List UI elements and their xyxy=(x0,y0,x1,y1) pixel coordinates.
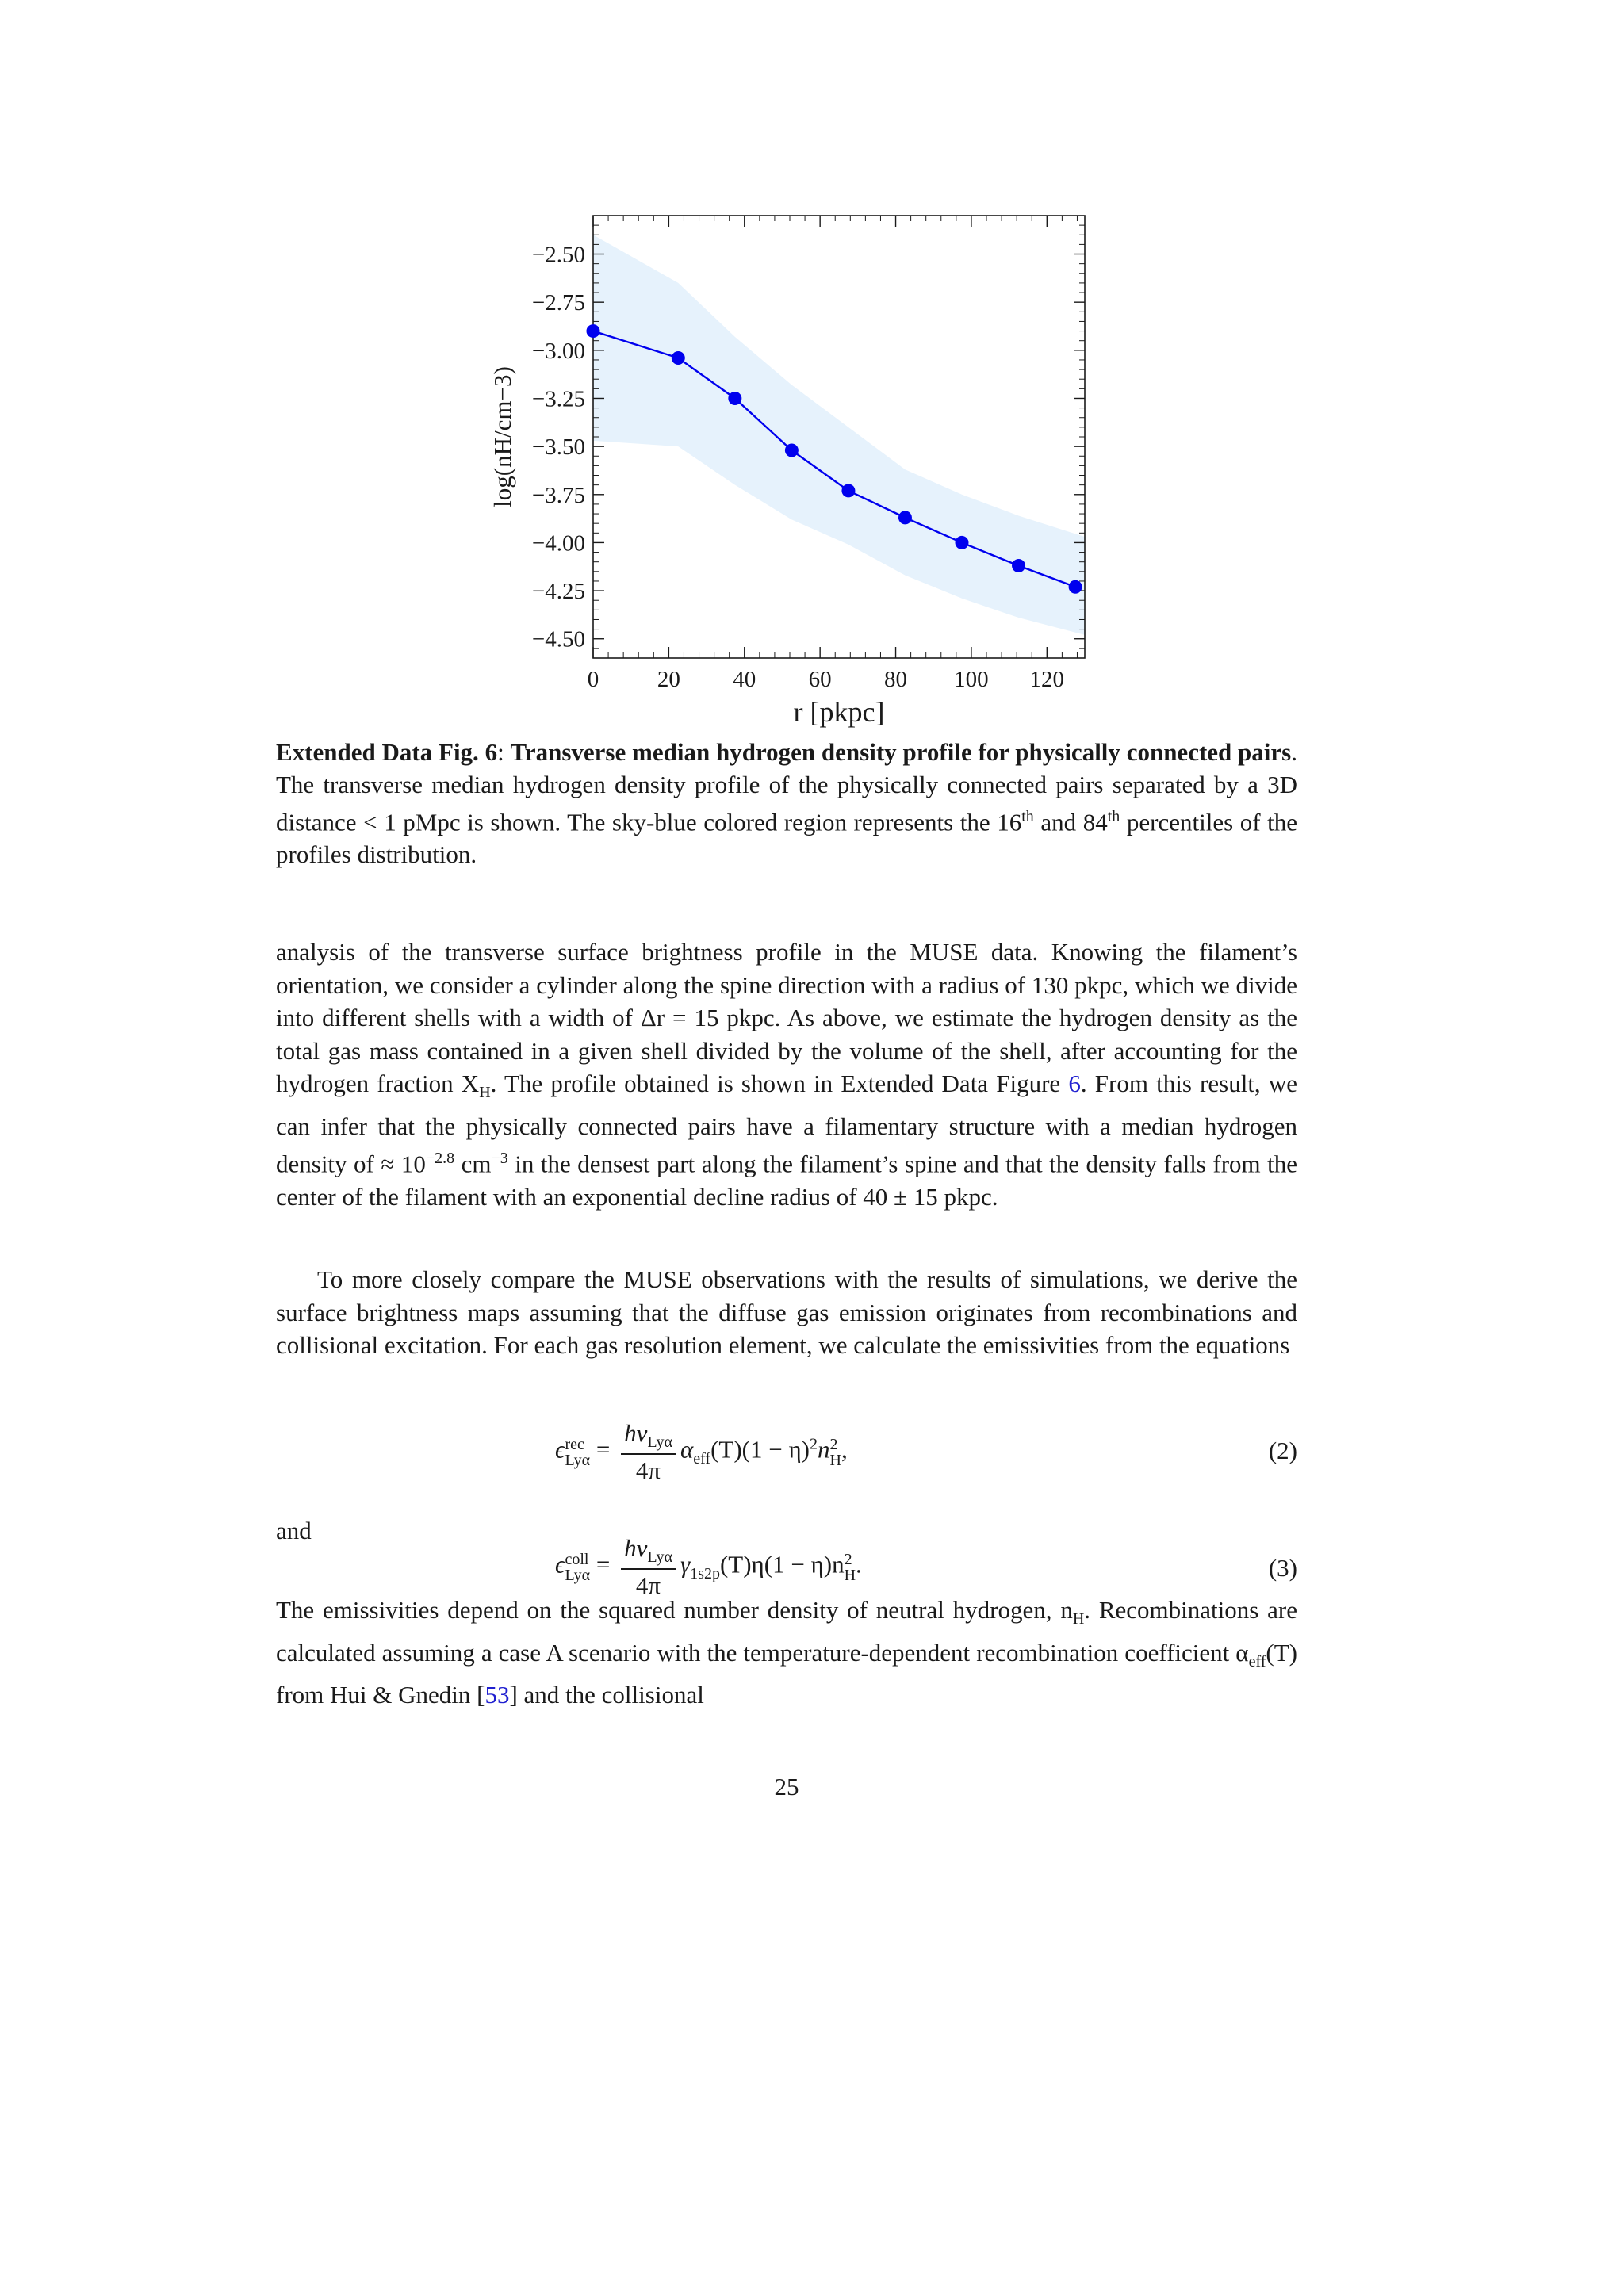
eq2-lhs-sub: Lyα xyxy=(565,1451,591,1469)
x-tick-label: 40 xyxy=(733,667,756,692)
figure-caption: Extended Data Fig. 6: Transverse median hydrogen density profile for physically connected pairs. The transverse median hydrogen density profile of the physically connected pairs separated by a 3D distance < 1 pMpc is shown. The sky-blue colored region represents the 16th and 84th percentiles of the profiles distribution. xyxy=(276,738,1297,869)
p3-b: . Recombinations are calculated assuming a case A scenario with the temperature-dependent recombination coefficient α xyxy=(276,1596,1297,1667)
y-tick-label: −4.50 xyxy=(531,626,585,652)
eq2-den: 4π xyxy=(635,1456,661,1485)
y-tick-label: −2.75 xyxy=(531,290,585,316)
eq2-line: ϵ rec Lyα = $\frac{h\nu_{Ly\alpha}}{4\pi}$ $\alpha_{eff}(T)(1 - \eta)^2n$ 2 H , xyxy=(555,1419,848,1485)
eq3-den: 4π xyxy=(635,1571,661,1600)
eq3-end: . xyxy=(856,1550,862,1578)
figure-ref-link[interactable]: 6 xyxy=(1068,1070,1081,1097)
eq2-rhs: α xyxy=(680,1435,694,1464)
p3-a: The emissivities depend on the squared number density of neutral hydrogen, n xyxy=(276,1596,1073,1624)
median-profile-point xyxy=(956,536,969,549)
y-axis-label: log(nH/cm−3) xyxy=(488,366,516,507)
y-tick-label: −3.25 xyxy=(531,386,585,412)
eq3-rhs-sub2: H xyxy=(844,1566,856,1584)
p1-sub: H xyxy=(479,1084,491,1102)
caption-text-a: . The transverse median hydrogen density profile of the physically connected pairs separated by a 3D distance < 1 pMpc is shown. The sky-blue colored region represents the 16 xyxy=(276,738,1297,836)
median-profile-point xyxy=(1069,580,1082,594)
eq2-rhs-sup: 2 xyxy=(810,1435,818,1453)
eq3-rhs-b: (T)η(1 − η)n xyxy=(719,1550,845,1578)
density-profile-chart xyxy=(444,198,1126,737)
y-tick-label: −4.00 xyxy=(531,530,585,557)
median-profile-point xyxy=(785,443,799,457)
eq3-rhs: γ xyxy=(680,1550,691,1578)
eq2-fraction xyxy=(621,1419,676,1485)
median-profile-point xyxy=(898,511,912,524)
eq2-rhs-sub: eff xyxy=(693,1449,711,1468)
eq2-rhs-b: (T)(1 − η) xyxy=(710,1435,810,1464)
x-tick-label: 60 xyxy=(808,667,832,692)
eq2-end: , xyxy=(841,1435,848,1464)
eq3-rhs-sup2: 2 xyxy=(844,1550,852,1568)
p3-d: ] and the collisional xyxy=(509,1681,704,1709)
caption-label: Extended Data Fig. 6 xyxy=(276,738,498,766)
x-tick-label: 100 xyxy=(954,667,989,692)
eq3-num-sub: Lyα xyxy=(647,1548,672,1567)
percentile-band xyxy=(593,235,1085,635)
p1-exp1: −2.8 xyxy=(425,1150,455,1168)
equation-2 xyxy=(555,1419,1110,1490)
x-tick-label: 120 xyxy=(1029,667,1065,692)
caption-text-c: percentiles of the profiles distribution. xyxy=(276,808,1297,869)
eq3-rhs-sub: 1s2p xyxy=(690,1564,720,1582)
eq2-num: hν xyxy=(624,1419,648,1447)
median-profile-point xyxy=(841,484,855,497)
y-tick-label: −3.50 xyxy=(531,434,585,461)
p3-sub-b: eff xyxy=(1248,1652,1266,1670)
p1-a: analysis of the transverse surface brightness profile in the MUSE data. Knowing the filament’s orientation, we consider a cylinder along the spine direction with a radius of 130 pkpc, which we divide into different shells with a width of Δr = 15 pkpc. As above, we estimate the hydrogen density as the total gas mass contained in a given shell divided by the volume of the shell, after accounting for the hydrogen fraction X xyxy=(276,938,1297,1097)
eq3-line: ϵ coll Lyα = $\frac{h\nu_{Ly\alpha}}{4\pi}$ $\gamma_{1s2p}(T)\eta(1 - \eta)n$ 2 H . xyxy=(555,1534,862,1600)
y-tick-label: −3.75 xyxy=(531,482,585,508)
p3-sub-a: H xyxy=(1072,1610,1085,1628)
x-axis-label: r [pkpc] xyxy=(793,696,885,728)
equation-2-number: (2) xyxy=(1268,1437,1297,1464)
x-tick-label: 20 xyxy=(657,667,680,692)
p3-c: (T) from Hui & Gnedin [ xyxy=(276,1638,1297,1709)
eq2-lhs-sup: rec xyxy=(565,1435,584,1453)
equation-3-number: (3) xyxy=(1268,1554,1297,1582)
eq3-lhs-sup: coll xyxy=(565,1550,589,1568)
eq2-rhs-sup2: 2 xyxy=(829,1435,838,1453)
median-profile-point xyxy=(1012,559,1025,572)
p1-c: . From this result, we can infer that the physically connected pairs have a filamentary structure with a median hydrogen density of ≈ 10 xyxy=(276,1070,1297,1178)
density-profile-figure xyxy=(444,198,1126,737)
caption-title: Transverse median hydrogen density profile for physically connected pairs xyxy=(510,738,1292,766)
paragraph-3 xyxy=(276,1594,1297,1712)
paragraph-1 xyxy=(276,936,1297,1214)
caption-text-b: and 84 xyxy=(1033,808,1108,836)
eq3-fraction xyxy=(621,1534,676,1600)
eq3-lhs-sub: Lyα xyxy=(565,1566,591,1584)
eq2-rhs-c: n xyxy=(818,1435,830,1464)
y-tick-label: −3.00 xyxy=(531,338,585,364)
eq3-num: hν xyxy=(624,1534,648,1562)
y-tick-label: −2.50 xyxy=(531,242,585,268)
x-tick-label: 0 xyxy=(587,667,599,692)
p1-exp2: −3 xyxy=(491,1150,508,1168)
eq2-num-sub: Lyα xyxy=(647,1433,672,1452)
and-word: and xyxy=(276,1517,312,1544)
paragraph-2: To more closely compare the MUSE observations with the results of simulations, we derive the surface brightness maps assuming that the diffuse gas emission originates from recombinations and collisional excitation. For each gas resolution element, we calculate the emissivities from the equations xyxy=(276,1265,1297,1359)
eq2-rhs-sub2: H xyxy=(829,1451,841,1469)
median-profile-point xyxy=(728,392,741,405)
citation-ref-link[interactable]: 53 xyxy=(485,1681,510,1709)
median-profile-point xyxy=(587,324,600,338)
y-tick-label: −4.25 xyxy=(531,579,585,605)
page-number: 25 xyxy=(774,1773,799,1800)
x-tick-label: 80 xyxy=(884,667,908,692)
p1-b: . The profile obtained is shown in Extended Data Figure xyxy=(490,1070,1069,1097)
caption-sup-2: th xyxy=(1107,808,1120,825)
p1-d: cm xyxy=(454,1150,492,1178)
p1-e: in the densest part along the filament’s spine and that the density falls from the center of the filament with an exponential decline radius of 40 ± 15 pkpc. xyxy=(276,1150,1297,1211)
caption-sup-1: th xyxy=(1021,808,1034,825)
median-profile-point xyxy=(672,351,685,365)
